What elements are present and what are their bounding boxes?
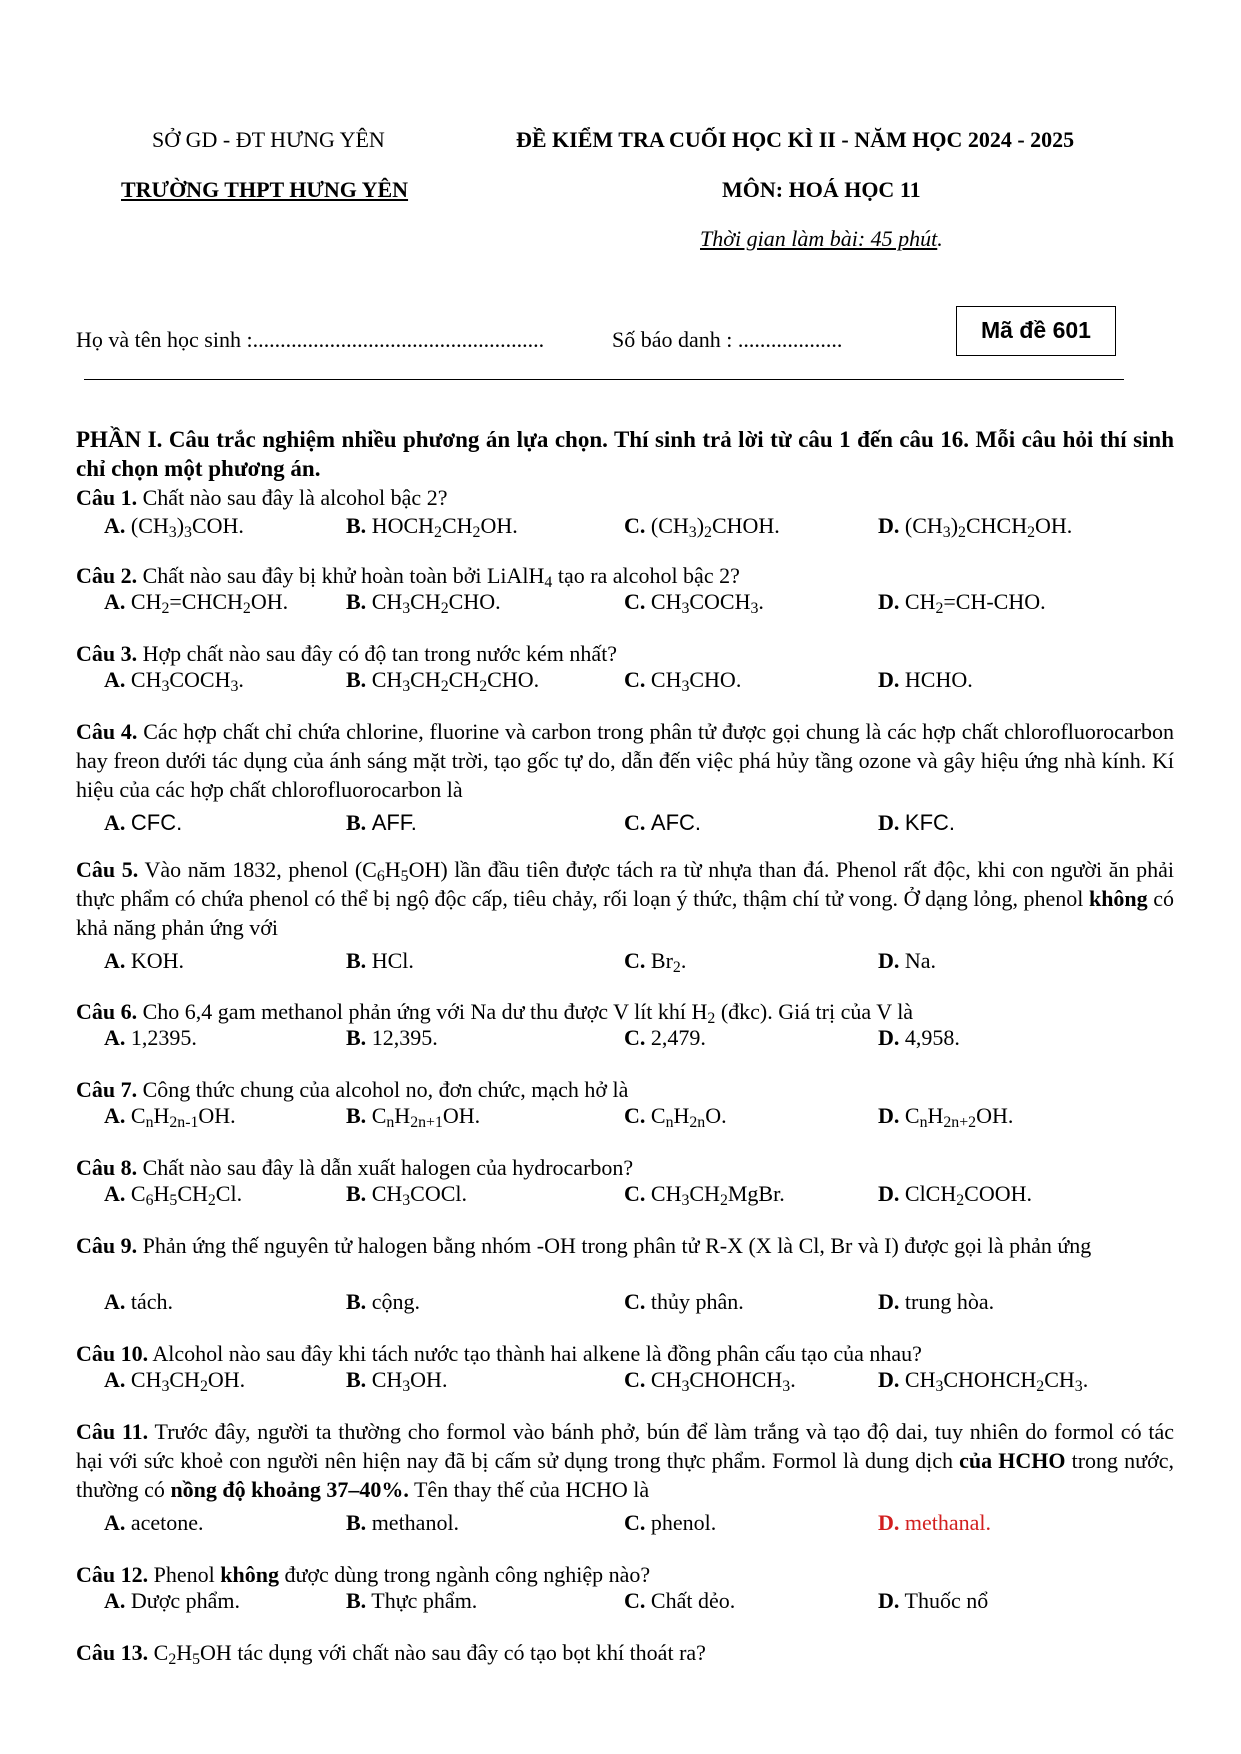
option-b: B. $CH_3COCl$.	[346, 1181, 468, 1209]
question-11-options	[104, 1510, 1174, 1540]
option-d: D. HCHO.	[878, 667, 973, 692]
option-a: A. $C_nH_{2n-1}OH$.	[104, 1103, 236, 1131]
option-a: A. 1,2395.	[104, 1025, 197, 1050]
option-d: D. trung hòa.	[878, 1289, 995, 1314]
option-b: B. 12,395.	[346, 1025, 438, 1050]
subject-title: MÔN: HOÁ HỌC 11	[722, 177, 921, 202]
option-c: C. $Br_2$.	[624, 948, 687, 976]
question-text: Phản ứng thế nguyên tử halogen bằng nhóm -OH trong phân tử R-X (X là Cl, Br và I) được gọi là phản ứng	[142, 1233, 1092, 1258]
question-6-options	[104, 1025, 1174, 1055]
option-c: C. $C_nH_{2n}O$.	[624, 1103, 727, 1131]
header-divider	[84, 379, 1124, 380]
question-number: Câu 10.	[76, 1341, 149, 1366]
option-c: C. thủy phân.	[624, 1289, 744, 1314]
option-d: D. $CH_3CHOHCH_2CH_3$.	[878, 1367, 1089, 1395]
option-c: C. 2,479.	[624, 1025, 706, 1050]
question-9-options	[104, 1289, 1174, 1319]
question-4	[76, 717, 1174, 804]
option-c: C. Chất dẻo.	[624, 1588, 736, 1613]
question-number: Câu 2.	[76, 563, 138, 588]
exam-code: Mã đề 601	[981, 317, 1091, 344]
department-name: SỞ GD - ĐT HƯNG YÊN	[152, 127, 385, 152]
question-number: Câu 13.	[76, 1640, 149, 1665]
question-text: Chất nào sau đây là alcohol bậc 2?	[142, 485, 448, 510]
question-10	[76, 1339, 1174, 1368]
option-a: A. $C_6H_5CH_2Cl$.	[104, 1181, 243, 1209]
question-4-options	[104, 810, 1174, 840]
option-c: C. $CH_3CHOHCH_3$.	[624, 1367, 796, 1395]
option-d: D. $C_nH_{2n+2}OH$.	[878, 1103, 1014, 1131]
option-c: C. phenol.	[624, 1510, 717, 1535]
option-a: A. $CH_3CH_2OH$.	[104, 1367, 246, 1395]
question-10-options	[104, 1367, 1174, 1397]
question-2-options	[104, 589, 1174, 619]
question-number: Câu 6.	[76, 999, 138, 1024]
question-text: Các hợp chất chỉ chứa chlorine, fluorine và carbon trong phân tử được gọi chung là các hợp chất chlorofluorocarbon hay freon dưới tác dụng của ánh sáng mặt trời, tạo gốc tự do, dẫn đến việc phá hủy tầng ozone và gây hiệu ứng nhà kính. Kí hiệu của các hợp chất chlorofluorocarbon là	[76, 719, 1175, 802]
option-d: D. Thuốc nổ	[878, 1588, 989, 1613]
question-text: Hợp chất nào sau đây có độ tan trong nước kém nhất?	[142, 641, 618, 666]
option-a: A. Dược phẩm.	[104, 1588, 240, 1613]
question-number: Câu 9.	[76, 1233, 138, 1258]
option-a: A. $CH_2=CHCH_2OH$.	[104, 589, 289, 617]
question-12: Câu 12. Phenol không được dùng trong ngành công nghiệp nào?	[76, 1562, 651, 1587]
option-a: A. $(CH_3)_3COH$.	[104, 513, 244, 541]
question-number: Câu 7.	[76, 1077, 138, 1102]
option-a: A. KOH.	[104, 948, 185, 973]
option-b: B. $CH_3CH_2CH_2CHO$.	[346, 667, 540, 695]
option-d: D. ClCH$_2$COOH.	[878, 1181, 1033, 1209]
option-d-highlighted: D. methanal.	[878, 1510, 992, 1535]
option-a: A. acetone.	[104, 1510, 204, 1535]
question-number: Câu 8.	[76, 1155, 138, 1180]
option-b: B. $C_nH_{2n+1}OH$.	[346, 1103, 481, 1131]
duration-text: Thời gian làm bài: 45 phút	[700, 226, 938, 251]
question-3	[76, 639, 1174, 668]
question-number: Câu 5.	[76, 857, 139, 882]
question-text: Công thức chung của alcohol no, đơn chức, mạch hở là	[142, 1077, 629, 1102]
option-c: C. $(CH_3)_2CHOH$.	[624, 513, 780, 541]
question-9	[76, 1231, 1174, 1260]
question-8-options	[104, 1181, 1174, 1211]
option-b: B. $CH_3OH$.	[346, 1367, 448, 1395]
question-3-options	[104, 667, 1174, 697]
question-8	[76, 1153, 1174, 1182]
school-name: TRƯỜNG THPT HƯNG YÊN	[121, 177, 409, 202]
question-7-options	[104, 1103, 1174, 1133]
question-5-options	[104, 948, 1174, 978]
question-number: Câu 1.	[76, 485, 138, 510]
option-c: C. $CH_3COCH_3$.	[624, 589, 764, 617]
option-b: B. $CH_3CH_2CHO$.	[346, 589, 501, 617]
question-13: Câu 13. $C_2H_5OH$ tác dụng với chất nào sau đây có tạo bọt khí thoát ra?	[76, 1640, 706, 1668]
question-1-options	[104, 513, 1174, 543]
option-a: A. $CH_3COCH_3$.	[104, 667, 244, 695]
option-b: B. HCl.	[346, 948, 414, 973]
question-2: Câu 2. Chất nào sau đây bị khử hoàn toàn bởi LiAlH$_4$ tạo ra alcohol bậc 2?	[76, 563, 740, 591]
option-c: C. AFC.	[624, 810, 702, 835]
option-a: A. CFC.	[104, 810, 183, 835]
question-text: Chất nào sau đây là dẫn xuất halogen của hydrocarbon?	[142, 1155, 634, 1180]
section-title: PHẦN I. Câu trắc nghiệm nhiều phương án lựa chọn. Thí sinh trả lời từ câu 1 đến câu 16. Mỗi câu hỏi thí sinh chỉ chọn một phương án.	[76, 427, 1174, 481]
question-6: Câu 6. Cho 6,4 gam methanol phản ứng với Na dư thu được V lít khí $H_2$ (đkc). Giá trị của V là	[76, 999, 914, 1027]
question-1	[76, 483, 1174, 512]
question-number: Câu 4.	[76, 719, 138, 744]
option-b: B. AFF.	[346, 810, 417, 835]
duration: Thời gian làm bài: 45 phút.	[700, 226, 943, 251]
question-5: Câu 5. Vào năm 1832, phenol $(C_6H_5OH)$ lần đầu tiên được tách ra từ nhựa than đá. Phenol rất độc, khi con người ăn phải thực phẩm có chứa phenol có thể bị ngộ độc cấp, tiêu chảy, rối loạn ý thức, thậm chí tử vong. Ở dạng lỏng, phenol không có khả năng phản ứng với	[76, 857, 1175, 940]
option-a: A. tách.	[104, 1289, 174, 1314]
question-11: Câu 11. Trước đây, người ta thường cho formol vào bánh phở, bún để làm trắng và tạo độ dai, tuy nhiên do formol có tác hại với sức khoẻ con người nên hiện nay đã bị cấm sử dụng trong thực phẩm. Formol là dung dịch của HCHO trong nước, thường có nồng độ khoảng 37–40%. Tên thay thế của HCHO là	[76, 1419, 1174, 1502]
option-c: C. $CH_3CH_2MgBr$.	[624, 1181, 785, 1209]
question-text: Alcohol nào sau đây khi tách nước tạo thành hai alkene là đồng phân cấu tạo của nhau?	[152, 1341, 922, 1366]
exam-title: ĐỀ KIỂM TRA CUỐI HỌC KÌ II - NĂM HỌC 2024 - 2025	[516, 127, 1075, 152]
question-number: Câu 11.	[76, 1419, 149, 1444]
option-b: B. methanol.	[346, 1510, 460, 1535]
option-c: C. $CH_3CHO$.	[624, 667, 742, 695]
option-b: B. Thực phẩm.	[346, 1588, 478, 1613]
option-b: B. $HOCH_2CH_2OH$.	[346, 513, 518, 541]
option-b: B. cộng.	[346, 1289, 420, 1314]
option-d: D. KFC.	[878, 810, 956, 835]
student-name-field: Họ và tên học sinh :.....................................................	[76, 327, 545, 352]
question-number: Câu 3.	[76, 641, 138, 666]
option-d: D. 4,958.	[878, 1025, 960, 1050]
question-number: Câu 12.	[76, 1562, 149, 1587]
option-d: D. $(CH_3)_2CHCH_2OH$.	[878, 513, 1073, 541]
student-id-field: Số báo danh : ...................	[612, 327, 843, 352]
option-d: D. Na.	[878, 948, 937, 973]
option-d: D. $CH_2=CH$-CHO.	[878, 589, 1046, 617]
exam-code-box	[956, 306, 1116, 356]
question-7	[76, 1075, 1174, 1104]
question-12-options	[104, 1588, 1174, 1618]
